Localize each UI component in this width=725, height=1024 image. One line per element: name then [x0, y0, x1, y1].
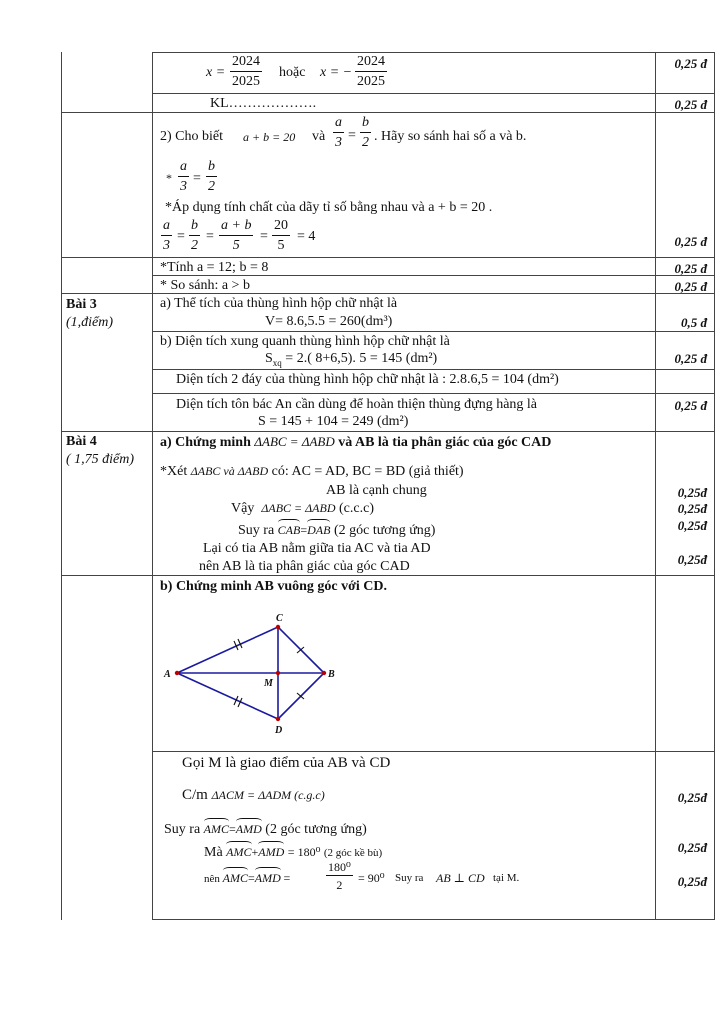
x2-fraction — [355, 55, 387, 89]
denominator: 2 — [336, 878, 343, 892]
nen2-fraction — [326, 861, 353, 891]
s-frac-b — [206, 160, 217, 194]
point-c — [276, 625, 280, 629]
ma-eq: = 180⁰ — [287, 845, 321, 859]
star-mark: * — [166, 171, 172, 185]
suyra-prefix: Suy ra — [238, 523, 275, 538]
xet-suffix: có: AC = AD, BC = BD (giả thiết) — [271, 464, 464, 479]
vay-prefix: Vậy — [231, 501, 255, 516]
nen-text: nên AB là tia phân giác của góc CAD — [199, 559, 410, 574]
denominator: 3 — [180, 179, 187, 194]
c-frac-value — [272, 219, 290, 253]
angle-amc: AMC — [226, 845, 252, 859]
label-b: B — [328, 669, 335, 680]
q2-and: và — [312, 129, 326, 144]
points-label: 0,25 đ — [674, 97, 707, 112]
angle-amd: AMD — [258, 845, 285, 859]
angle-amd: AMD — [254, 871, 281, 885]
xet-math: ΔABC và ΔABD — [190, 464, 269, 478]
eq-sign: = — [193, 171, 201, 186]
bai3-a-line1: a) Thể tích của thùng hình hộp chữ nhật là — [160, 296, 398, 311]
denominator: 2 — [208, 179, 215, 194]
numerator: 180⁰ — [328, 860, 351, 874]
eq-sign: = — [229, 822, 236, 836]
eq-sign: = — [247, 871, 255, 885]
c-frac-sum — [219, 219, 253, 253]
x2-denominator: 2025 — [357, 74, 385, 89]
perp-math: AB ⊥ CD — [436, 871, 485, 885]
eq-sign: = — [300, 523, 308, 537]
row-line — [61, 293, 715, 294]
row-line — [61, 257, 715, 258]
q2-frac-b — [360, 116, 371, 150]
row-line — [152, 331, 715, 332]
points-label: 0,25 đ — [674, 234, 707, 249]
angle-cab: CAB — [277, 523, 301, 537]
denominator: 5 — [277, 238, 285, 253]
row-line — [152, 751, 715, 752]
xet-prefix: *Xét — [160, 464, 188, 479]
nen2-end: tại M. — [493, 872, 520, 884]
c-frac-b — [189, 219, 200, 253]
x1-numerator: 2024 — [230, 55, 262, 72]
table-divider-col1 — [152, 52, 153, 920]
heading-suffix: và AB là tia phân giác của góc CAD — [338, 435, 552, 450]
denominator: 5 — [232, 238, 240, 253]
row-line — [61, 431, 715, 432]
points-label: 0,25 đ — [674, 261, 707, 276]
ma-line — [204, 846, 382, 860]
geometry-figure — [160, 605, 360, 740]
eq-sign: = — [283, 871, 291, 885]
q2-prefix: 2) Cho biết — [160, 129, 223, 144]
label-m: M — [264, 678, 273, 689]
points-label: 0,25đ — [677, 552, 707, 567]
goi-text: Gọi M là giao điểm của AB và CD — [182, 755, 391, 771]
c-result: = 4 — [297, 229, 316, 244]
vay-math: ΔABC = ΔABD — [261, 501, 336, 515]
cm-prefix: C/m — [182, 787, 208, 803]
points-label: 0,25đ — [677, 485, 707, 500]
sxq-label: S — [265, 351, 273, 366]
table-divider-col2 — [655, 52, 656, 920]
numerator: 20 — [272, 219, 290, 236]
numerator: b — [360, 116, 371, 133]
c-frac-a — [161, 219, 172, 253]
point-m — [276, 671, 280, 675]
row-line — [152, 919, 715, 920]
eq-sign: = — [177, 229, 185, 244]
numerator: b — [189, 219, 200, 236]
points-label: 0,5 đ — [681, 315, 707, 330]
plus-sign: + — [251, 845, 259, 859]
numerator: a — [161, 219, 172, 236]
segment-ac — [177, 627, 278, 673]
bai4-score: ( 1,75 điểm) — [66, 452, 135, 467]
common-side-text: AB là cạnh chung — [326, 483, 427, 498]
sxq-subscript: xq — [272, 357, 282, 368]
s-frac-a — [178, 160, 189, 194]
bai3-b-line1: b) Diện tích xung quanh thùng hình hộp chữ nhật là — [160, 334, 450, 349]
row-line — [152, 393, 715, 394]
sr2-prefix: Suy ra — [164, 822, 201, 837]
numerator: a + b — [219, 219, 253, 236]
bai3-b-line2 — [265, 352, 437, 368]
x2-lhs: x = − — [320, 65, 353, 80]
point-b — [322, 671, 326, 675]
sr2-line — [164, 823, 367, 837]
points-label: 0,25 đ — [674, 398, 707, 413]
denominator: 3 — [335, 135, 342, 150]
lai-co-text: Lại có tia AB nằm giữa tia AC và tia AD — [203, 541, 431, 556]
compute-ab-text: *Tính a = 12; b = 8 — [160, 260, 269, 275]
bai3-a-line2: V= 8.6,5.5 = 260(dm³) — [265, 314, 393, 329]
bai3-score: (1,điểm) — [66, 315, 114, 330]
numerator: b — [206, 160, 217, 177]
table-border-right — [714, 52, 715, 920]
x1-lhs: x = — [206, 65, 226, 80]
points-label: 0,25đ — [677, 790, 707, 805]
points-label: 0,25 đ — [674, 351, 707, 366]
q2-frac-a — [333, 116, 344, 150]
sxq-value: = 2.( 8+6,5). 5 = 145 (dm²) — [281, 351, 438, 366]
points-label: 0,25 đ — [674, 279, 707, 294]
nen2-line — [204, 872, 290, 885]
bai4-title: Bài 4 — [66, 434, 97, 449]
row-line — [152, 93, 715, 94]
point-d — [276, 717, 280, 721]
bai3-c-line: Diện tích 2 đáy của thùng hình hộp chữ nhật là : 2.8.6,5 = 104 (dm²) — [176, 372, 559, 387]
angle-amc: AMC — [203, 822, 230, 836]
xet-line — [160, 465, 464, 479]
eq-sign: = — [206, 229, 214, 244]
nen2-suffix: Suy ra — [395, 872, 424, 884]
cm-math: ΔACM = ΔADM (c.g.c) — [211, 788, 325, 802]
points-label: 0,25 đ — [674, 56, 707, 71]
vay-suffix: (c.c.c) — [339, 501, 374, 516]
angle-dab: DAB — [307, 523, 331, 537]
label-c: C — [276, 613, 283, 624]
x1-fraction — [230, 55, 262, 89]
suyra-suffix: (2 góc tương ứng) — [333, 523, 436, 538]
q2-eq: = — [348, 128, 356, 143]
ma-note: (2 góc kề bù) — [323, 847, 383, 859]
angle-amd: AMD — [235, 822, 262, 836]
row-line — [61, 112, 715, 113]
q2-suffix: . Hãy so sánh hai số a và b. — [374, 129, 527, 144]
vay-line — [231, 502, 374, 516]
points-label: 0,25đ — [677, 840, 707, 855]
point-a — [175, 671, 179, 675]
heading-prefix: a) Chứng minh — [160, 435, 251, 450]
bai3-title: Bài 3 — [66, 297, 97, 312]
eq-sign: = — [260, 229, 268, 244]
points-label: 0,25đ — [677, 518, 707, 533]
row-line — [152, 52, 715, 53]
denominator: 2 — [191, 238, 198, 253]
segment-ad — [177, 673, 278, 719]
numerator: a — [333, 116, 344, 133]
or-word: hoặc — [279, 65, 306, 80]
ma-prefix: Mà — [204, 845, 223, 860]
points-label: 0,25đ — [677, 501, 707, 516]
conclusion-text: KL………………. — [210, 96, 317, 111]
bai4-a-heading — [160, 435, 551, 450]
x2-numerator: 2024 — [355, 55, 387, 72]
points-label: 0,25đ — [677, 874, 707, 889]
denominator: 2 — [362, 135, 369, 150]
compare-text: * So sánh: a > b — [160, 278, 250, 293]
angle-amc: AMC — [222, 871, 248, 885]
bai4-b-heading: b) Chứng minh AB vuông góc với CD. — [160, 579, 387, 594]
nen2-prefix: nên — [204, 873, 220, 885]
x1-denominator: 2025 — [232, 74, 260, 89]
q2-sum: a + b = 20 — [243, 130, 296, 144]
row-line — [152, 369, 715, 370]
cm-line — [182, 788, 325, 803]
bai3-d-line2: S = 145 + 104 = 249 (dm²) — [258, 414, 409, 429]
nen2-result: = 90⁰ — [358, 871, 385, 885]
label-a: A — [164, 669, 171, 680]
label-d: D — [275, 725, 283, 736]
sr2-suffix: (2 góc tương ứng) — [265, 822, 367, 837]
denominator: 3 — [163, 238, 170, 253]
row-line — [61, 575, 715, 576]
apply-rule-text: *Áp dụng tính chất của dãy tỉ số bằng nhau và a + b = 20 . — [165, 200, 493, 215]
row-line — [152, 275, 715, 276]
suyra-line — [238, 524, 435, 538]
numerator: a — [178, 160, 189, 177]
bai3-d-line1: Diện tích tôn bác An cần dùng để hoàn thiện thùng đựng hàng là — [176, 397, 538, 412]
table-border-left — [61, 52, 62, 920]
heading-math: ΔABC = ΔABD — [254, 434, 335, 449]
